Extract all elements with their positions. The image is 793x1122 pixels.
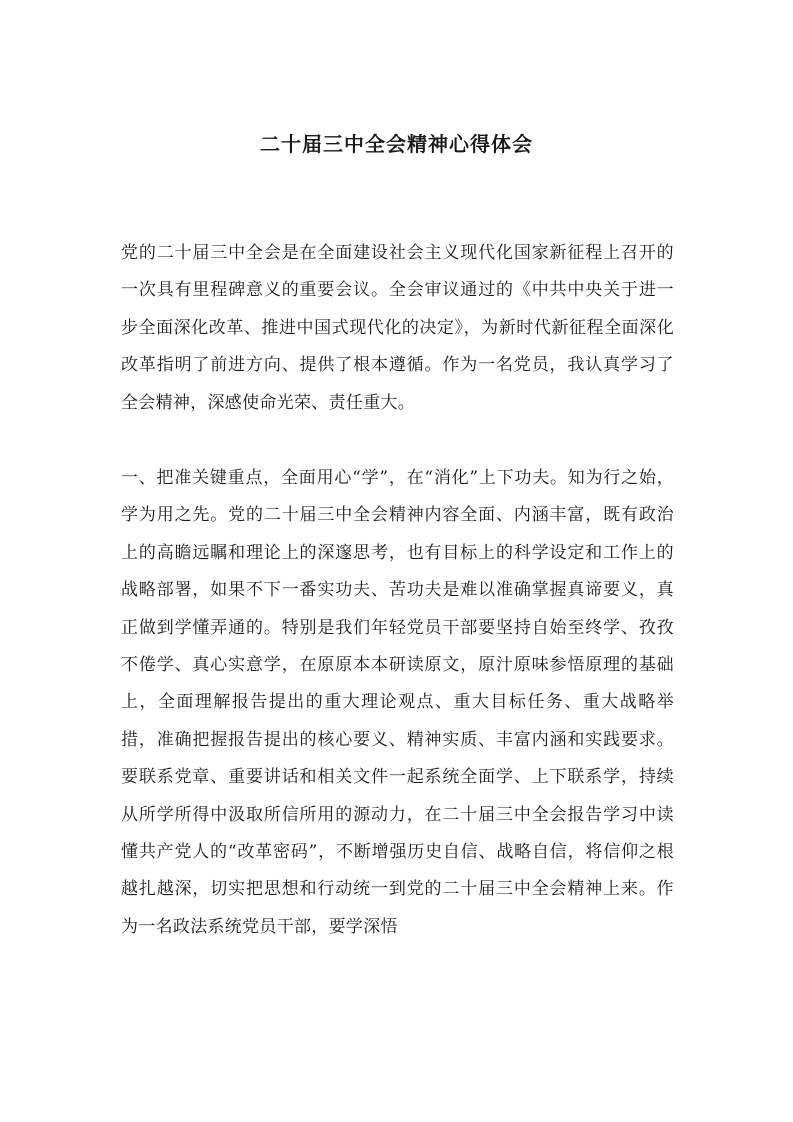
- intro-paragraph: 党的二十届三中全会是在全面建设社会主义现代化国家新征程上召开的一次具有里程碑意义的重要会议。全会审议通过的《中共中央关于进一步全面深化改革、推进中国式现代化的决定》，为新时代新征程全面深化改革指明了前进方向、提供了根本遵循。作为一名党员，我认真学习了全会精神，深感使命光荣、责任重大。: [121, 243, 674, 413]
- section-one-paragraph: 一、把准关键重点，全面用心“学”，在“消化”上下功夫。知为行之始，学为用之先。党的二十届三中全会精神内容全面、内涵丰富，既有政治上的高瞻远瞩和理论上的深邃思考，也有目标上的科学设定和工作上的战略部署，如果不下一番实功夫、苦功夫是难以准确掌握真谛要义，真正做到学懂弄通的。特别是我们年轻党员干部要坚持自始至终学、孜孜不倦学、真心实意学，在原原本本研读原文，原汁原味参悟原理的基础上，全面理解报告提出的重大理论观点、重大目标任务、重大战略举措，准确把握报告提出的核心要义、精神实质、丰富内涵和实践要求。要联系党章、重要讲话和相关文件一起系统全面学、上下联系学，持续从所学所得中汲取所信所用的源动力，在二十届三中全会报告学习中读懂共产党人的“改革密码”，不断增强历史自信、战略自信，将信仰之根越扎越深，切实把思想和行动统一到党的二十届三中全会精神上来。作为一名政法系统党员干部，要学深悟: [121, 468, 674, 937]
- document-title: 二十届三中全会精神心得体会: [260, 132, 533, 156]
